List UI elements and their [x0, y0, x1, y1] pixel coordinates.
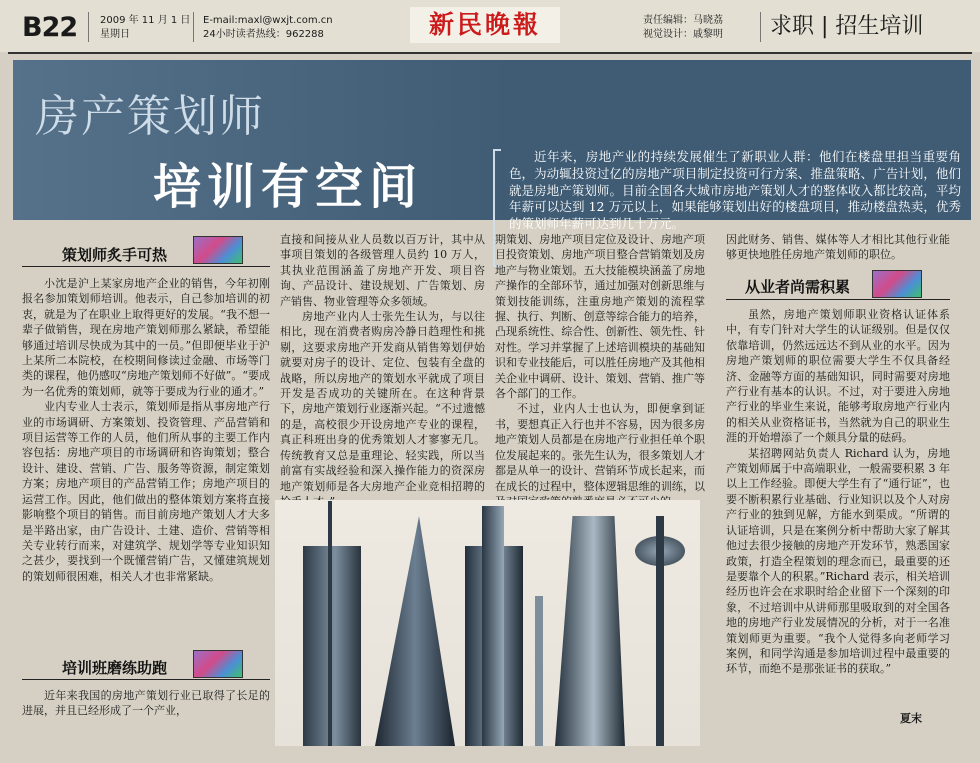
- paragraph: 小沈是沪上某家房地产企业的销售，今年初刚报名参加策划师培训。他表示，自己参加培训的初衷，就是为了在职业上取得更好的发展。“我不想一辈子做销售，现在房地产策划师那么紧缺，希望能够通过培训尽快成为其中的一员。”但即便毕业于沪上某所二本院校，在校期间修读过金融、市场等门类的课程，他仍感叹“房地产策划师不好做”。“要成为一名优秀的策划师，就等于要成为行业的通才。”: [22, 277, 270, 398]
- date-text: 2009 年 11 月 1 日: [100, 15, 191, 26]
- issue-date: [100, 14, 190, 42]
- paragraph: 期策划、房地产项目定位及设计、房地产项目投资策划、房地产项目整合营销策划及房地产与物业策划。五大技能模块涵盖了房地产操作的全部环节，通过加强对创新思维与策划技能训练，注重房地产策划的流程掌握、执行、判断、创意等综合能力的培养，凸现系统性、综合性、创新性、领先性、针对性。学习并掌握了上述培训模块的基础知识和专业技能后，可以胜任房地产及其他相关企业中调研、设计、策划、营销、推广等各个部门的工作。: [495, 233, 705, 401]
- divider: [760, 12, 761, 42]
- subhead-rule: [22, 266, 270, 267]
- column-2: [280, 232, 485, 504]
- subhead-1-label: 策划师炙手可热: [62, 246, 168, 264]
- credits: [643, 14, 723, 42]
- email-text: E-mail:maxl@wxjt.com.cn: [203, 15, 333, 26]
- skyscraper-illustration: [275, 500, 700, 746]
- lede-text: 近年来，房地产业的持续发展催生了新职业人群：他们在楼盘里担当重要角色，为动辄投资过亿的房地产项目制定投资可行方案、推盘策略、广告计划，他们就是房地产策划师。目前全国各大城市房地产策划人才的整体收入都比较高，平均年薪可以达到 12 万元以上，如果能够策划出好的楼盘项目，推动楼盘热卖，优秀的策划师年薪可达到几十万元。: [509, 149, 961, 232]
- page-header: [0, 0, 980, 52]
- paragraph: 业内专业人士表示，策划师是指从事房地产行业的市场调研、方案策划、投资管理、产品营销和项目运营等工作的人员，他们所从事的主要工作内容包括：房地产项目的市场调研和咨询策划；整合设计、建设、营销、广告、服务等资源，制定策划方案；房地产项目的产品营销工作；房地产项目的运营工作。因此，他们做出的整体策划方案将直接影响整个项目的销售。而目前房地产策划人才大多是半路出家，由广告设计、土建、造价、营销等相关专业转行而来，对建筑学、规划学等专业知识知之甚少，要找到一个既懂营销广告，又懂建筑规划的策划师很困难，相关人才也非常紧缺。: [22, 400, 270, 583]
- subhead-3-label: 从业者尚需积累: [745, 278, 851, 296]
- paragraph: 直接和间接从业人员数以百万计，其中从事项目策划的各级管理人员约 10 万人，其执业范围涵盖了房地产开发、项目咨询、产品设计、建设规划、广告策划、房产销售、物业管理等众多领域。: [280, 233, 485, 308]
- column-4-top: [726, 232, 950, 266]
- subhead-1: [62, 244, 167, 265]
- headline-line2: 培训有空间: [153, 159, 424, 215]
- column-1: [22, 276, 270, 652]
- designer-text: 视觉设计：戚黎明: [643, 29, 723, 40]
- headline-banner: [13, 60, 971, 232]
- column-4: [726, 307, 950, 707]
- subhead-2-label: 培训班磨练助跑: [62, 659, 168, 677]
- paragraph: 虽然，房地产策划师职业资格认证体系中，有专门针对大学生的认证级别。但是仅仅依靠培训，仍然远远达不到从业的水平。因为房地产策划师的职位需要大学生不仅具备经济、金融等方面的基础知识，同时需要对房地产行业有基本的认识。不过，对于要进入房地产行业的毕业生来说，能够考取房地产行业内的相关从业资格证书，当然就为自己的职业生涯的开始增添了一个颇具分量的砝码。: [726, 308, 950, 445]
- hotline-text: 24小时读者热线：962288: [203, 29, 324, 40]
- cube-graphic: [193, 236, 243, 264]
- tower-thin: [535, 596, 543, 746]
- tv-tower-shaft: [656, 516, 664, 746]
- column-1-bottom: [22, 688, 270, 722]
- cube-graphic: [872, 270, 922, 298]
- subhead-rule: [22, 679, 270, 680]
- subhead-2: [62, 657, 167, 678]
- tower-3-top: [482, 506, 504, 746]
- page-number: B22: [22, 12, 78, 43]
- divider: [88, 12, 89, 42]
- paragraph: 因此财务、销售、媒体等人才相比其他行业能够更快地胜任房地产策划师的职位。: [726, 233, 950, 262]
- column-3: [495, 232, 705, 504]
- paragraph: 近年来我国的房地产策划行业已取得了长足的进展，并且已经形成了一个产业，: [22, 689, 270, 718]
- paragraph: 某招聘网站负责人 Richard 认为，房地产策划师属于中高端职业，一般需要积累 3 年以上工作经验。即便大学生有了“通行证”，也要不断积累行业基础、行业知识以及个人对房产行业的独到见解，方能水到渠成。“所谓的认证培训，只是在案例分析中帮助大家了解其他过去很少接触的房地产开发环节，熟悉国家政策，打造全程策划的理念而已，最重要的还是要靠个人的积累。”Richard 表示，相关培训经历也许会在求职时给企业留下一个深刻的印象，不过培训中从讲师那里吸取到的对全国各地的房地产行业发展情况的分析，对于一名准策划师更为重要。“我个人觉得多向老师学习案例，和同学沟通是参加培训过程中最重要的环节，而绝不是那张证书的获取。”: [726, 446, 950, 676]
- tower-spire: [328, 501, 332, 746]
- editor-text: 责任编辑：马晓荔: [643, 15, 723, 26]
- weekday-text: 星期日: [100, 29, 130, 40]
- contact-info: [203, 14, 333, 42]
- tower-1: [303, 546, 361, 746]
- header-rule: [8, 52, 972, 54]
- subhead-3: [745, 276, 850, 297]
- paragraph: 不过，业内人士也认为，即便拿到证书，要想真正入行也并不容易，因为很多房地产策划人员都是在房地产行业担任单个职位发展起来的。张先生认为，很多策划人才都是从单一的设计、营销环节成长起来，而在成长的过程中，整体逻辑思维的训练，以: [495, 402, 705, 493]
- section-title: 求职 | 招生培训: [770, 14, 924, 39]
- byline: 夏末: [900, 712, 922, 725]
- subhead-rule: [726, 299, 950, 300]
- cube-graphic: [193, 650, 243, 678]
- divider: [193, 12, 194, 42]
- masthead-logo: 新民晚報: [410, 7, 560, 43]
- paragraph: 房地产业内人士张先生认为，与以往相比，现在消费者购房冷静日趋理性和挑剔，这要求房地产开发商从销售筹划伊始就要对房子的设计、定位、包装有全盘的战略，所以房地产的策划水平就成了项目开发是否成功的关键所在。在这种背景下，房地产策划行业逐渐兴起。“不过遗憾的是，高校很少开设房地产专业的课程，真正科班出身的优秀策划人才寥寥无几。传统教育又总是重理论、轻实践，所以当前富有实战经验和深入操作能力的资深房地产策划师是各大房地产企业竞相招聘的: [280, 310, 485, 493]
- headline-line1: 房产策划师: [35, 91, 265, 142]
